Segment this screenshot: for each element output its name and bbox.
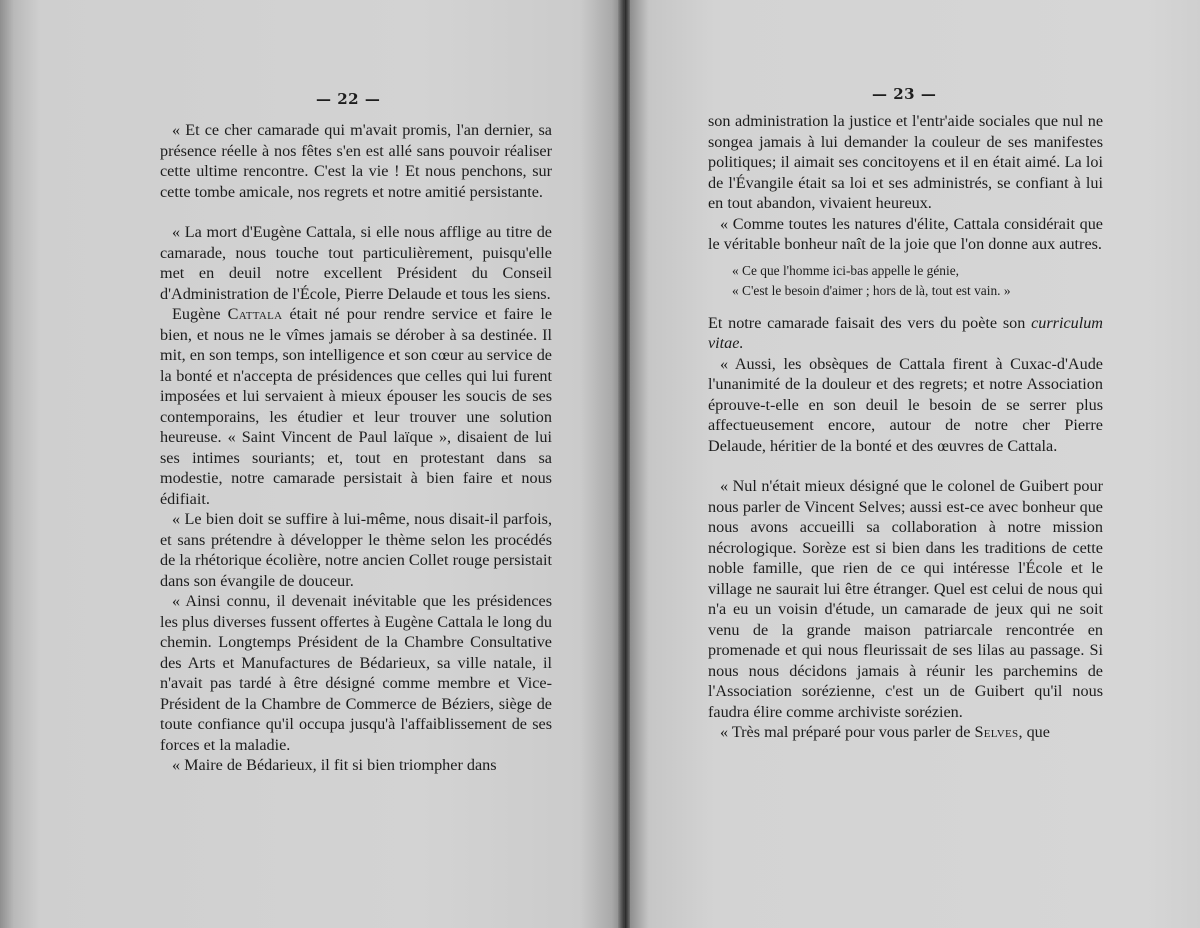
paragraph: « Très mal préparé pour vous parler de Selves, que <box>720 723 1050 741</box>
paragraph: Et notre camarade faisait des vers du poète son curriculum vitae. <box>708 313 1103 352</box>
paragraph: « Et ce cher camarade qui m'avait promis, l'an dernier, sa présence réelle à nos fêtes s'en est allé sans pouvoir réaliser cette ultime rencontre. C'est la vie ! Et nous penchons, sur cette tombe amicale, nos regrets et notre amitié persistante. <box>160 121 552 201</box>
paragraph: « Maire de Bédarieux, il fit si bien triompher dans <box>172 756 497 774</box>
paragraph: « Comme toutes les natures d'élite, Cattala considérait que le véritable bonheur naît de la joie que l'on donne aux autres. <box>708 214 1103 253</box>
book-gutter <box>618 0 630 928</box>
paragraph: Eugène Cattala était né pour rendre service et faire le bien, et nous ne le vîmes jamais se dérober à sa destinée. Il mit, en son temps, son intelligence et son cœur au service de la bonté et n'accepta de présidences que celles qui lui furent imposées et lui servaient à mieux épouser les soucis de ses contemporains, les étudier et leur trouver une solution heureuse. « Saint Vincent de Paul laïque », disaient de lui ses intimes souriants; et, tout en protestant dans sa modestie, notre camarade persistait à bien faire et nous édifiait. <box>160 305 553 508</box>
paragraph: « Nul n'était mieux désigné que le colonel de Guibert pour nous parler de Vincent Selves; aussi est-ce avec bonheur que nous avons accueilli sa collaboration à notre mission nécrologique. Sorèze est si bien dans les traditions de cette noble famille, que rien de ce qui intéresse l'École et le village ne saurait lui être étranger. Quel est celui de nous qui n'a eu un voisin d'étude, un camarade de jeux qui ne soit venu de la grande maison patriarcale rencontrée en promenade et qui nous fleurissait de ses lilas au passage. Si nous nous décidons jamais à réunir les parchemins de l'Association sorézienne, c'est un de Guibert qu'il nous faudra élire comme archiviste sorézien. <box>708 477 1103 721</box>
paragraph: « Le bien doit se suffire à lui-même, nous disait-il parfois, et sans prétendre à développer le thème selon les procédés de la rhétorique écolière, notre ancien Collet rouge persistait dans son évangile de douceur. <box>160 510 552 590</box>
quote-line: « C'est le besoin d'aimer ; hors de là, tout est vain. » <box>732 282 1011 298</box>
page-number-23: — 23 — <box>872 85 937 103</box>
verse-quote <box>732 261 1103 301</box>
page-number-22: — 22 — <box>316 90 381 108</box>
right-page-text <box>708 111 1103 743</box>
paragraph: « Aussi, les obsèques de Cattala firent à Cuxac-d'Aude l'unanimité de la douleur et des regrets; et notre Association éprouve-t-elle en son deuil le besoin de se serrer plus affectueusement encore, autour de notre cher Pierre Delaude, héritier de la bonté et des œuvres de Cattala. <box>708 354 1103 455</box>
quote-line: « Ce que l'homme ici-bas appelle le génie, <box>732 262 960 278</box>
paragraph: « Ainsi connu, il devenait inévitable que les présidences les plus diverses fussent offertes à Eugène Cattala le long du chemin. Longtemps Président de la Chambre Consultative des Arts et Manufactures de Bédarieux, sa ville natale, il n'avait pas tardé à être désigné comme membre et Vice-Président de la Chambre de Commerce de Béziers, siège de toute confiance qu'il occupa jusqu'à l'affaiblissement de ses forces et la maladie. <box>160 592 552 754</box>
paragraph: son administration la justice et l'entr'aide sociales que nul ne songea jamais à lui demander la couleur de ses manifestes politiques; il aimait ses concitoyens et il en était aimé. La loi de l'Évangile était sa loi et ses administrés, se confiant à lui en tout abandon, vivaient heureux. <box>708 112 1103 212</box>
paragraph: « La mort d'Eugène Cattala, si elle nous afflige au titre de camarade, nous touche tout particulièrement, puisqu'elle met en deuil notre excellent Président du Conseil d'Administration de l'École, Pierre Delaude et tous les siens. <box>160 223 552 303</box>
left-page-text <box>160 120 552 776</box>
